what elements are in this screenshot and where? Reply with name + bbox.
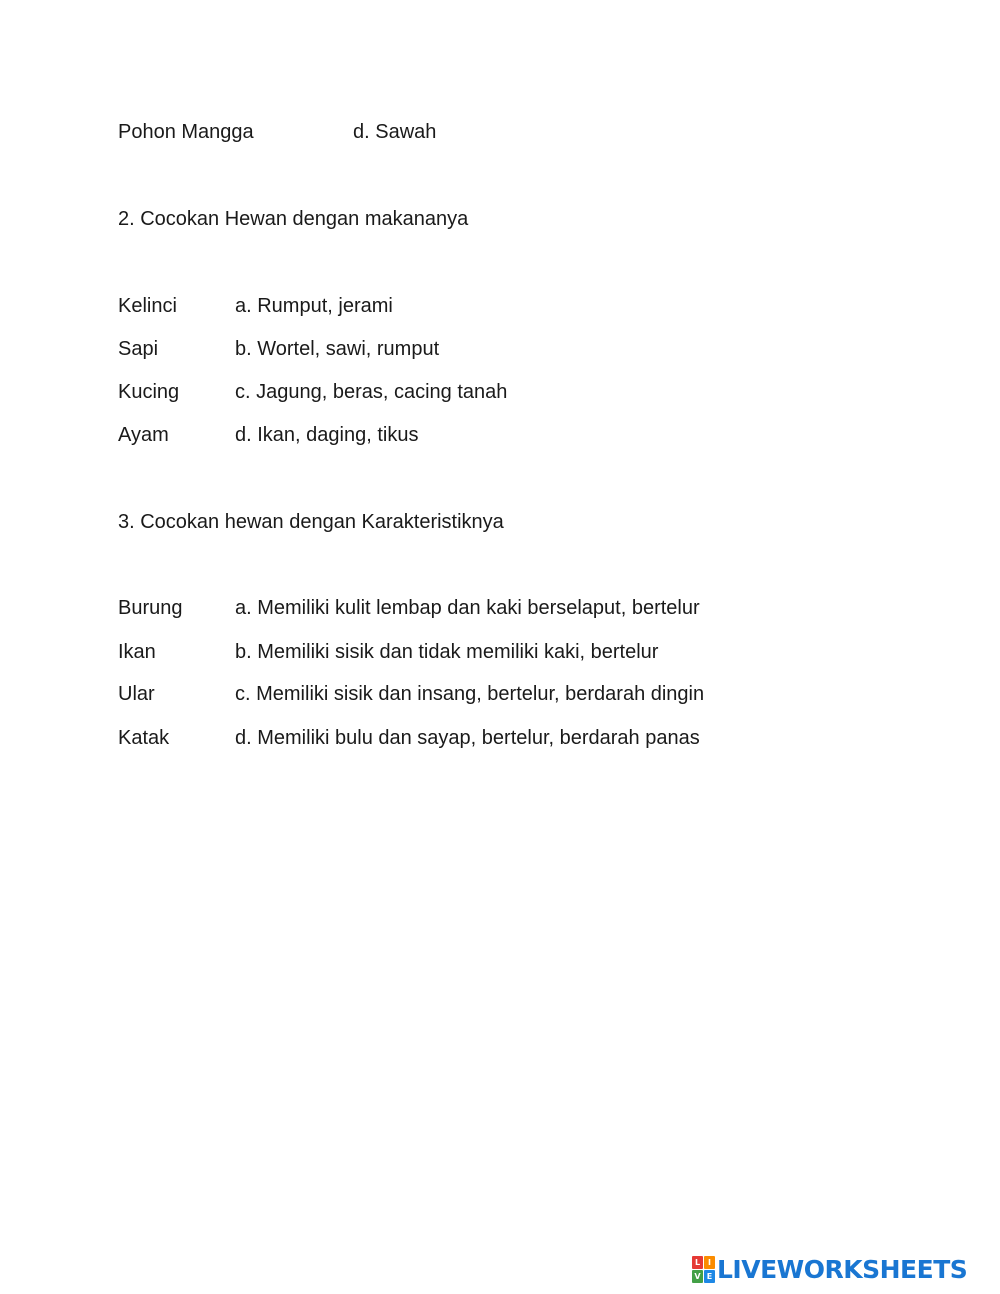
liveworksheets-logo-text: LIVEWORKSHEETS [717, 1254, 968, 1284]
section2-row [118, 423, 419, 447]
animal-label: Ayam [118, 424, 169, 446]
animal-label: Sapi [118, 338, 159, 360]
section3-row [118, 726, 700, 750]
liveworksheets-logo-icon [692, 1256, 714, 1282]
liveworksheets-logo [692, 1254, 967, 1284]
logo-icon-tile: V [692, 1270, 703, 1283]
section1-right-text: d. Sawah [353, 121, 437, 143]
section3-row [118, 682, 705, 706]
section2-row [118, 380, 508, 404]
food-option: d. Ikan, daging, tikus [235, 424, 419, 446]
section2-row [118, 294, 393, 318]
section1-row [118, 120, 437, 144]
characteristic-option: a. Memiliki kulit lembap dan kaki berselaput, bertelur [235, 597, 700, 619]
food-option: b. Wortel, sawi, rumput [235, 338, 440, 360]
logo-icon-tile: I [704, 1256, 715, 1269]
section3-title: 3. Cocokan hewan dengan Karakteristiknya [118, 511, 504, 533]
animal-label: Ikan [118, 641, 156, 663]
section3-row [118, 640, 659, 664]
logo-icon-tile: L [692, 1256, 703, 1269]
logo-icon-tile: E [704, 1270, 715, 1283]
animal-label: Burung [118, 597, 183, 619]
characteristic-option: c. Memiliki sisik dan insang, bertelur, berdarah dingin [235, 683, 705, 705]
section3-row [118, 596, 700, 620]
food-option: a. Rumput, jerami [235, 295, 393, 317]
characteristic-option: b. Memiliki sisik dan tidak memiliki kaki, bertelur [235, 641, 659, 663]
section1-left-text: Pohon Mangga [118, 121, 254, 143]
animal-label: Kucing [118, 381, 180, 403]
section2-row [118, 337, 440, 361]
animal-label: Ular [118, 683, 155, 705]
food-option: c. Jagung, beras, cacing tanah [235, 381, 508, 403]
animal-label: Kelinci [118, 295, 177, 317]
section2-title: 2. Cocokan Hewan dengan makananya [118, 208, 469, 230]
animal-label: Katak [118, 727, 170, 749]
characteristic-option: d. Memiliki bulu dan sayap, bertelur, berdarah panas [235, 727, 700, 749]
